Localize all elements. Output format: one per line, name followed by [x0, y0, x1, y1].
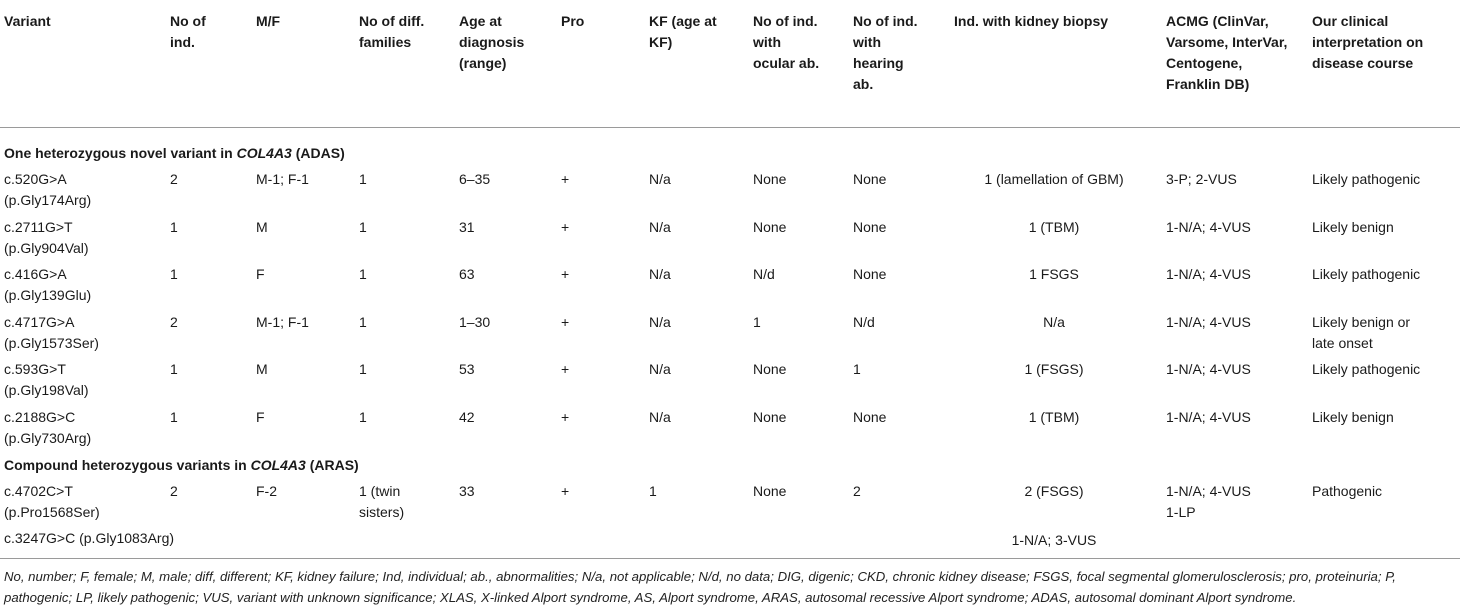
cell-pro: + — [561, 314, 570, 330]
cell-interpretation: Likely benign or — [1312, 314, 1411, 330]
cell-variant: c.3247G>C (p.Gly1083Arg) — [4, 530, 175, 546]
cell-acmg: 1-LP — [1166, 504, 1196, 520]
cell-interpretation: Likely pathogenic — [1312, 361, 1421, 377]
header-rule — [0, 127, 1460, 128]
cell-kf: N/a — [649, 314, 671, 330]
header-age: Age at diagnosis (range) — [459, 13, 525, 71]
cell-age: 33 — [459, 483, 475, 499]
cell-families: 1 — [359, 171, 367, 187]
header-kf: KF (age at KF) — [649, 13, 717, 50]
cell-biopsy: 1 (lamellation of GBM) — [984, 171, 1124, 187]
cell-biopsy: 1 FSGS — [1029, 266, 1079, 282]
cell-age: 63 — [459, 266, 475, 282]
cell-ocular: None — [753, 483, 787, 499]
cell-interpretation: Pathogenic — [1312, 483, 1383, 499]
cell-acmg: 1-N/A; 4-VUS — [1166, 314, 1251, 330]
section-heading-aras: Compound heterozygous variants in COL4A3 (ARAS) — [4, 457, 359, 473]
header-biopsy: Ind. with kidney biopsy — [954, 13, 1109, 29]
cell-mf: F-2 — [256, 483, 277, 499]
header-pro: Pro — [561, 13, 585, 29]
cell-mf: M-1; F-1 — [256, 171, 309, 187]
cell-no-of-ind: 1 — [170, 409, 178, 425]
cell-mf: M — [256, 361, 268, 377]
cell-hearing: N/d — [853, 314, 875, 330]
cell-families: 1 — [359, 361, 367, 377]
cell-ocular: None — [753, 171, 787, 187]
cell-ocular: None — [753, 361, 787, 377]
cell-no-of-ind: 1 — [170, 266, 178, 282]
cell-age: 1–30 — [459, 314, 491, 330]
cell-kf: N/a — [649, 361, 671, 377]
cell-ocular: 1 — [753, 314, 761, 330]
cell-variant: (p.Gly139Glu) — [4, 287, 92, 303]
cell-variant: (p.Gly174Arg) — [4, 192, 92, 208]
cell-no-of-ind: 1 — [170, 219, 178, 235]
cell-variant: c.2188G>C — [4, 409, 76, 425]
cell-no-of-ind: 2 — [170, 171, 178, 187]
header-ocular: No of ind. with ocular ab. — [753, 13, 820, 71]
cell-ocular: None — [753, 409, 787, 425]
header-hearing: No of ind. with hearing ab. — [853, 13, 918, 92]
cell-acmg: 1-N/A; 4-VUS — [1166, 266, 1251, 282]
cell-acmg: 1-N/A; 4-VUS — [1166, 483, 1251, 499]
cell-acmg: 1-N/A; 4-VUS — [1166, 409, 1251, 425]
cell-mf: F — [256, 409, 265, 425]
cell-age: 42 — [459, 409, 475, 425]
cell-biopsy: 1-N/A; 3-VUS — [1011, 532, 1097, 548]
cell-interpretation: Likely pathogenic — [1312, 171, 1421, 187]
header-variant: Variant — [4, 13, 51, 29]
cell-pro: + — [561, 266, 570, 282]
cell-variant: c.4717G>A — [4, 314, 75, 330]
cell-families: sisters) — [359, 504, 405, 520]
cell-no-of-ind: 2 — [170, 483, 178, 499]
header-acmg: ACMG (ClinVar, Varsome, InterVar, Centogene, Franklin DB) — [1166, 13, 1288, 92]
cell-biopsy: 2 (FSGS) — [1024, 483, 1084, 499]
cell-variant: (p.Gly730Arg) — [4, 430, 92, 446]
cell-families: 1 — [359, 266, 367, 282]
header-families: No of diff. families — [359, 13, 425, 50]
cell-biopsy: 1 (TBM) — [1028, 219, 1080, 235]
header-no-of-ind: No of ind. — [170, 13, 206, 50]
cell-biopsy: N/a — [1043, 314, 1065, 330]
table-bottom-rule — [0, 558, 1460, 559]
cell-variant: c.4702C>T — [4, 483, 73, 499]
cell-variant: (p.Gly1573Ser) — [4, 335, 99, 351]
cell-acmg: 1-N/A; 4-VUS — [1166, 219, 1251, 235]
cell-families: 1 — [359, 409, 367, 425]
cell-kf: N/a — [649, 171, 671, 187]
cell-variant: c.2711G>T — [4, 219, 73, 235]
cell-pro: + — [561, 409, 570, 425]
cell-mf: F — [256, 266, 265, 282]
cell-hearing: None — [853, 219, 887, 235]
cell-kf: N/a — [649, 219, 671, 235]
cell-age: 31 — [459, 219, 475, 235]
cell-ocular: N/d — [753, 266, 775, 282]
cell-variant: (p.Pro1568Ser) — [4, 504, 100, 520]
cell-hearing: None — [853, 266, 887, 282]
cell-mf: M — [256, 219, 268, 235]
cell-hearing: None — [853, 171, 887, 187]
cell-kf: 1 — [649, 483, 657, 499]
header-mf: M/F — [256, 13, 281, 29]
cell-variant: c.520G>A — [4, 171, 67, 187]
cell-hearing: 1 — [853, 361, 861, 377]
cell-interpretation: Likely benign — [1312, 219, 1394, 235]
cell-families: 1 (twin — [359, 483, 401, 499]
cell-no-of-ind: 2 — [170, 314, 178, 330]
cell-interpretation: Likely pathogenic — [1312, 266, 1421, 282]
cell-pro: + — [561, 171, 570, 187]
cell-variant: (p.Gly904Val) — [4, 240, 89, 256]
cell-hearing: None — [853, 409, 887, 425]
section-heading-adas: One heterozygous novel variant in COL4A3 (ADAS) — [4, 145, 345, 161]
cell-acmg: 3-P; 2-VUS — [1166, 171, 1237, 187]
cell-families: 1 — [359, 314, 367, 330]
cell-variant: c.593G>T — [4, 361, 66, 377]
cell-pro: + — [561, 219, 570, 235]
cell-ocular: None — [753, 219, 787, 235]
cell-variant: c.416G>A — [4, 266, 67, 282]
cell-pro: + — [561, 483, 570, 499]
cell-pro: + — [561, 361, 570, 377]
cell-variant: (p.Gly198Val) — [4, 382, 89, 398]
cell-age: 6–35 — [459, 171, 491, 187]
cell-biopsy: 1 (FSGS) — [1024, 361, 1084, 377]
cell-families: 1 — [359, 219, 367, 235]
cell-age: 53 — [459, 361, 475, 377]
header-interpretation: Our clinical interpretation on disease course — [1312, 13, 1424, 71]
cell-hearing: 2 — [853, 483, 861, 499]
table-footnote: No, number; F, female; M, male; diff, different; KF, kidney failure; Ind, individual; ab., abnormalities; N/a, not applicable; N/d, no data; DIG, digenic; CKD, chronic kidney disease; FSGS, focal segmental glomerulosclerosis; pro, proteinuria; P, pathogenic; LP, likely pathogenic; VUS, variant with unknown significance; XLAS, X-linked Alport syndrome, AS, Alport syndrome, ARAS, autosomal recessive Alport syndrome; ADAS, autosomal dominant Alport syndrome. — [4, 569, 1396, 605]
cell-kf: N/a — [649, 409, 671, 425]
cell-acmg: 1-N/A; 4-VUS — [1166, 361, 1251, 377]
cell-kf: N/a — [649, 266, 671, 282]
cell-interpretation: late onset — [1312, 335, 1373, 351]
cell-biopsy: 1 (TBM) — [1028, 409, 1080, 425]
cell-no-of-ind: 1 — [170, 361, 178, 377]
cell-mf: M-1; F-1 — [256, 314, 309, 330]
cell-interpretation: Likely benign — [1312, 409, 1394, 425]
